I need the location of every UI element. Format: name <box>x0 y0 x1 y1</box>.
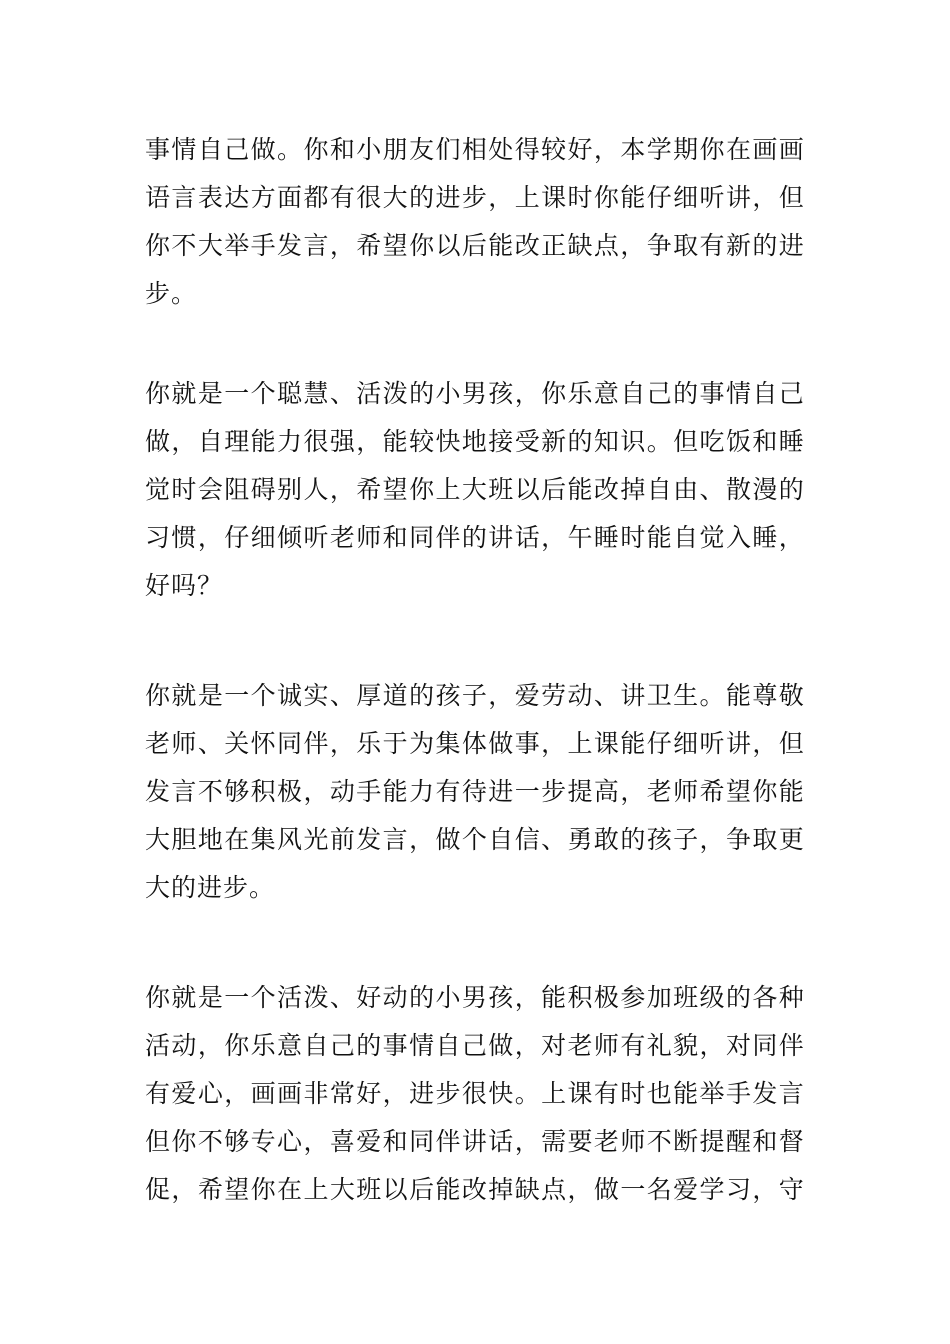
text-line: 好吗？ <box>145 571 224 600</box>
text-line: 习 惯 ， 仔 细 倾 听 老 师 和 同 伴 的 讲 话 ， 午 睡 时 能 自 觉 入 睡 ， <box>145 523 805 552</box>
text-line: 步。 <box>145 279 198 308</box>
text-line: 活 动 ， 你 乐 意 自 己 的 事 情 自 己 做 ， 对 老 师 有 礼 貌 ， 对 同 伴 <box>145 1031 805 1060</box>
text-line: 事 情 自 己 做 。 你 和 小 朋 友 们 相 处 得 较 好 ， 本 学 期 你 在 画 画 <box>145 135 805 164</box>
text-line: 大的进步。 <box>145 873 276 902</box>
text-line: 觉 时 会 阻 碍 别 人 ， 希 望 你 上 大 班 以 后 能 改 掉 自 由 、 散 漫 的 <box>145 475 805 504</box>
text-line: 大 胆 地 在 集 风 光 前 发 言 ， 做 个 自 信 、 勇 敢 的 孩 子 ， 争 取 更 <box>145 825 805 854</box>
text-line: 发 言 不 够 积 极 ， 动 手 能 力 有 待 进 一 步 提 高 ， 老 师 希 望 你 能 <box>145 777 805 806</box>
text-line: 但 你 不 够 专 心 ， 喜 爱 和 同 伴 讲 话 ， 需 要 老 师 不 断 提 醒 和 督 <box>145 1127 805 1156</box>
text-line: 做 ， 自 理 能 力 很 强 ， 能 较 快 地 接 受 新 的 知 识 。 但 吃 饭 和 睡 <box>145 427 805 456</box>
comment-paragraph-3 <box>145 672 810 912</box>
text-line: 老 师 、 关 怀 同 伴 ， 乐 于 为 集 体 做 事 ， 上 课 能 仔 细 听 讲 ， 但 <box>145 729 805 758</box>
text-line: 你 就 是 一 个 诚 实 、 厚 道 的 孩 子 ， 爱 劳 动 、 讲 卫 生 。 能 尊 敬 <box>145 681 805 710</box>
text-line: 你 就 是 一 个 活 泼 、 好 动 的 小 男 孩 ， 能 积 极 参 加 班 级 的 各 种 <box>145 983 805 1012</box>
text-line: 你 不 大 举 手 发 言 ， 希 望 你 以 后 能 改 正 缺 点 ， 争 取 有 新 的 进 <box>145 231 805 260</box>
comment-paragraph-4 <box>145 974 810 1214</box>
text-line: 你 就 是 一 个 聪 慧 、 活 泼 的 小 男 孩 ， 你 乐 意 自 己 的 事 情 自 己 <box>145 379 805 408</box>
comment-paragraph-1 <box>145 126 810 318</box>
text-line: 促 ， 希 望 你 在 上 大 班 以 后 能 改 掉 缺 点 ， 做 一 名 爱 学 习 ， 守 <box>145 1175 805 1204</box>
text-line: 语 言 表 达 方 面 都 有 很 大 的 进 步 ， 上 课 时 你 能 仔 细 听 讲 ， 但 <box>145 183 805 212</box>
comment-paragraph-2 <box>145 370 810 610</box>
text-line: 有 爱 心 ， 画 画 非 常 好 ， 进 步 很 快 。 上 课 有 时 也 能 举 手 发 言 <box>145 1079 805 1108</box>
